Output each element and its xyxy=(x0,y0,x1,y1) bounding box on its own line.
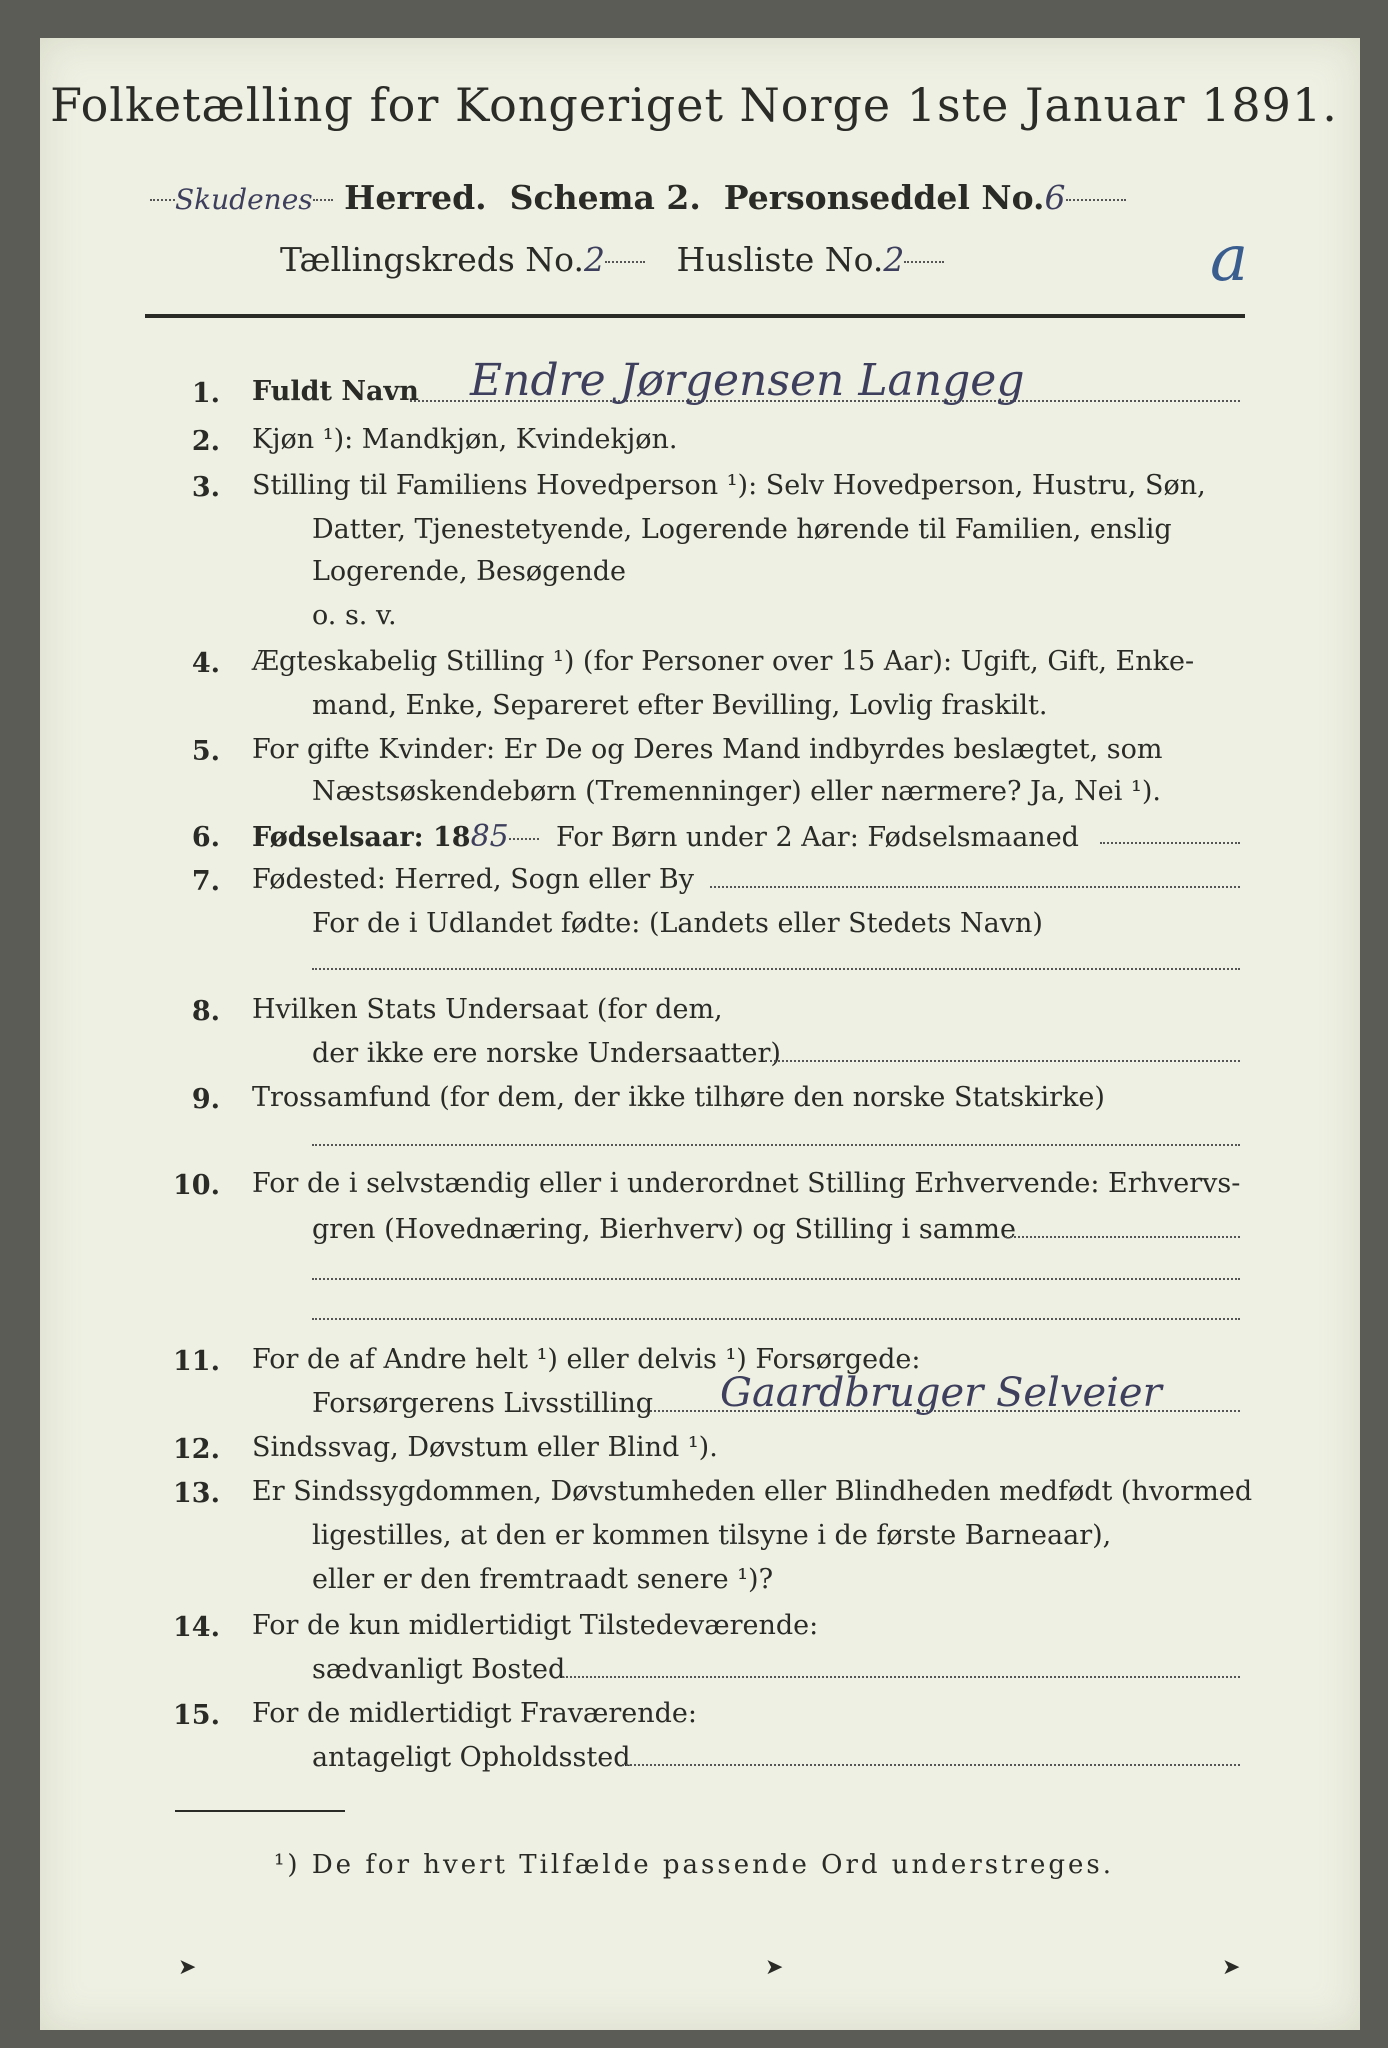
corner-mark-icon: ➤ xyxy=(178,1955,197,1980)
item-7-dotline-2 xyxy=(312,968,1240,970)
item-7-line2: For de i Udlandet fødte: (Landets eller Stedets Navn) xyxy=(312,908,1043,939)
item-1 xyxy=(252,378,419,405)
item-3-line3: Logerende, Besøgende xyxy=(312,556,626,587)
item-number: 1. xyxy=(191,378,220,409)
item-6-label: Fødselsaar: 18 xyxy=(252,822,471,853)
item-14-dotline xyxy=(562,1676,1240,1678)
item-6-rest: For Børn under 2 Aar: Fødselsmaaned xyxy=(555,822,1079,853)
item-1-label: Fuldt Navn xyxy=(252,376,419,407)
item-14-line1: For de kun midlertidigt Tilstedeværende: xyxy=(252,1610,819,1641)
header-line-herred xyxy=(150,178,1126,217)
item-13-line1: Er Sindssygdommen, Døvstumheden eller Blindheden medfødt (hvormed xyxy=(252,1476,1253,1507)
item-8-line2: der ikke ere norske Undersaatter) xyxy=(312,1038,781,1069)
item-6-dotline xyxy=(1100,842,1240,844)
personseddel-label: Personseddel No. xyxy=(723,178,1045,217)
item-15-dotline xyxy=(622,1764,1240,1766)
herred-label: Herred. xyxy=(344,178,487,217)
item-number: 11. xyxy=(173,1346,220,1377)
item-2-text: Kjøn ¹): Mandkjøn, Kvindekjøn. xyxy=(252,424,678,455)
item-10-dotline-2 xyxy=(312,1278,1240,1280)
item-number: 14. xyxy=(173,1612,220,1643)
header-rule xyxy=(145,314,1245,318)
item-number: 7. xyxy=(191,866,220,897)
item-number: 3. xyxy=(191,472,220,503)
item-11-line1: For de af Andre helt ¹) eller delvis ¹) Forsørgede: xyxy=(252,1344,921,1375)
item-5-line1: For gifte Kvinder: Er De og Deres Mand indbyrdes beslægtet, som xyxy=(252,734,1163,765)
item-4-line2: mand, Enke, Separeret efter Bevilling, Lovlig fraskilt. xyxy=(312,690,1048,721)
item-1-handwritten: Endre Jørgensen Langeg xyxy=(470,355,1025,406)
item-15-line2: antageligt Opholdssted xyxy=(312,1742,631,1773)
item-9-line1: Trossamfund (for dem, der ikke tilhøre den norske Statskirke) xyxy=(252,1082,1105,1113)
form-title: Folketælling for Kongeriget Norge 1ste Januar 1891. xyxy=(50,78,1338,132)
item-6-handwritten: 85 xyxy=(470,819,509,854)
corner-mark-icon: ➤ xyxy=(765,1955,784,1980)
item-number: 2. xyxy=(191,426,220,457)
item-3-line1: Stilling til Familiens Hovedperson ¹): Selv Hovedperson, Hustru, Søn, xyxy=(252,470,1206,501)
item-13-line3: eller er den fremtraadt senere ¹)? xyxy=(312,1564,774,1595)
tk-handwritten: 2 xyxy=(583,240,605,279)
header-line-kreds xyxy=(280,240,944,279)
footnote: ¹) De for hvert Tilfælde passende Ord understreges. xyxy=(273,1850,1114,1880)
item-13-line2: ligestilles, at den er kommen tilsyne i de første Barneaar), xyxy=(312,1520,1112,1551)
item-10-dotline-3 xyxy=(312,1318,1240,1320)
item-number: 10. xyxy=(173,1170,220,1201)
item-10-line2: gren (Hovednæring, Bierhverv) og Stilling i samme xyxy=(312,1214,1017,1245)
husliste-label: Husliste No. xyxy=(676,240,884,279)
item-8-dotline xyxy=(765,1060,1240,1062)
item-number: 13. xyxy=(173,1478,220,1509)
item-10-dotline xyxy=(1005,1236,1240,1238)
item-6 xyxy=(252,819,1079,854)
item-3-line2: Datter, Tjenestetyende, Logerende hørende til Familien, enslig xyxy=(312,514,1172,545)
item-11-handwritten: Gaardbruger Selveier xyxy=(720,1370,1162,1416)
item-15-line1: For de midlertidigt Fraværende: xyxy=(252,1698,698,1729)
tk-label: Tællingskreds No. xyxy=(280,240,584,279)
item-4-line1: Ægteskabelig Stilling ¹) (for Personer over 15 Aar): Ugift, Gift, Enke- xyxy=(252,646,1195,677)
item-number: 8. xyxy=(191,996,220,1027)
item-5-line2: Næstsøskendebørn (Tremenninger) eller nærmere? Ja, Nei ¹). xyxy=(312,776,1161,807)
item-number: 12. xyxy=(173,1434,220,1465)
extra-handwritten-a: a xyxy=(1210,222,1249,296)
item-7-dotline xyxy=(710,886,1240,888)
herred-handwritten: Skudenes xyxy=(175,183,313,216)
item-number: 9. xyxy=(191,1084,220,1115)
item-11-line2: Forsørgerens Livsstilling xyxy=(312,1388,654,1419)
personseddel-handwritten: 6 xyxy=(1044,178,1066,217)
census-form xyxy=(40,38,1360,2030)
item-number: 5. xyxy=(191,736,220,767)
schema-label: Schema 2. xyxy=(509,178,701,217)
item-9-dotline xyxy=(312,1144,1240,1146)
corner-mark-icon: ➤ xyxy=(1222,1955,1241,1980)
item-8-line1: Hvilken Stats Undersaat (for dem, xyxy=(252,994,723,1025)
item-number: 15. xyxy=(173,1700,220,1731)
item-14-line2: sædvanligt Bosted xyxy=(312,1654,566,1685)
item-number: 4. xyxy=(191,648,220,679)
footnote-rule xyxy=(175,1810,345,1812)
item-number: 6. xyxy=(191,822,220,853)
item-10-line1: For de i selvstændig eller i underordnet Stilling Erhvervende: Erhvervs- xyxy=(252,1168,1241,1199)
item-3-line4: o. s. v. xyxy=(312,600,397,631)
husliste-handwritten: 2 xyxy=(883,240,905,279)
item-7-line1: Fødested: Herred, Sogn eller By xyxy=(252,864,695,895)
item-12-line1: Sindssvag, Døvstum eller Blind ¹). xyxy=(252,1432,718,1463)
